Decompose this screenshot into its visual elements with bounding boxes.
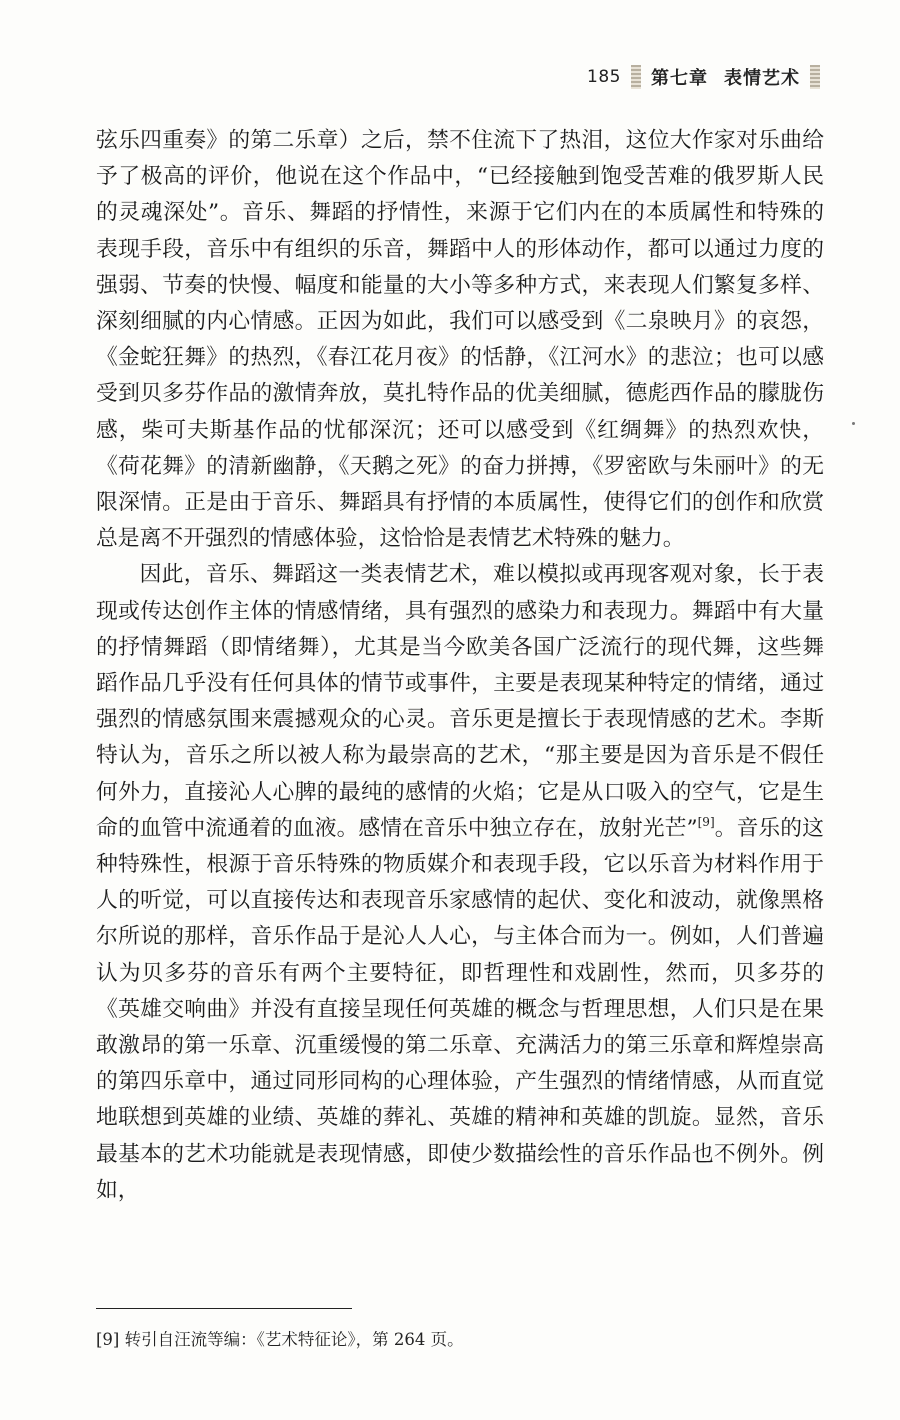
paragraph-2-part-2: 。音乐的这种特殊性，根源于音乐特殊的物质媒介和表现手段，它以乐音为材料作用于人的听觉，可以直接传达和表现音乐家感情的起伏、变化和波动，就像黑格尔所说的那样，音乐作品于是沁人人心，与主体合而为一。例如，人们普遍认为贝多芬的音乐有两个主要特征，即哲理性和戏剧性，然而，贝多芬的《英雄交响曲》并没有直接呈现任何英雄的概念与哲理思想，人们只是在果敢激昂的第一乐章、沉重缓慢的第二乐章、充满活力的第三乐章和辉煌崇高的第四乐章中，通过同形同构的心理体验，产生强烈的情绪情感，从而直觉地联想到英雄的业绩、英雄的葬礼、英雄的精神和英雄的凯旋。显然，音乐最基本的艺术功能就是表现情感，即使少数描绘性的音乐作品也不例外。例如， <box>96 815 824 1203</box>
page-number: 185 <box>587 67 621 87</box>
running-header <box>587 64 820 90</box>
footnote-reference: [9] <box>697 814 715 829</box>
header-ornament <box>631 65 641 89</box>
paragraph-2 <box>96 557 824 1209</box>
footnote: [9] 转引自汪流等编：《艺术特征论》，第 264 页。 <box>96 1330 464 1349</box>
chapter-title: 表情艺术 <box>724 68 800 89</box>
header-ornament-right <box>810 65 820 89</box>
body-text <box>96 123 824 1209</box>
chapter-label: 第七章 <box>651 68 708 89</box>
paragraph-1: 弦乐四重奏》的第二乐章）之后，禁不住流下了热泪，这位大作家对乐曲给予了极高的评价，他说在这个作品中，“已经接触到饱受苦难的俄罗斯人民的灵魂深处”。音乐、舞蹈的抒情性，来源于它们内在的本质属性和特殊的表现手段，音乐中有组织的乐音，舞蹈中人的形体动作，都可以通过力度的强弱、节奏的快慢、幅度和能量的大小等多种方式，来表现人们繁复多样、深刻细腻的内心情感。正因为如此，我们可以感受到《二泉映月》的哀怨，《金蛇狂舞》的热烈，《春江花月夜》的恬静，《江河水》的悲泣；也可以感受到贝多芬作品的激情奔放，莫扎特作品的优美细腻，德彪西作品的朦胧伤感，柴可夫斯基作品的忧郁深沉；还可以感受到《红绸舞》的热烈欢快，《荷花舞》的清新幽静，《天鹅之死》的奋力拼搏，《罗密欧与朱丽叶》的无限深情。正是由于音乐、舞蹈具有抒情的本质属性，使得它们的创作和欣赏总是离不开强烈的情感体验，这恰恰是表情艺术特殊的魅力。 <box>96 128 824 552</box>
footnote-rule <box>96 1308 352 1309</box>
paragraph-2-part-1: 因此，音乐、舞蹈这一类表情艺术，难以模拟或再现客观对象，长于表现或传达创作主体的情感情绪，具有强烈的感染力和表现力。舞蹈中有大量的抒情舞蹈（即情绪舞），尤其是当今欧美各国广泛流行的现代舞，这些舞蹈作品几乎没有任何具体的情节或事件，主要是表现某种特定的情绪，通过强烈的情感氛围来震撼观众的心灵。音乐更是擅长于表现情感的艺术。李斯特认为，音乐之所以被人称为最崇高的艺术，“那主要是因为音乐是不假任何外力，直接沁人心脾的最纯的感情的火焰；它是从口吸入的空气，它是生命的血管中流通着的血液。感情在音乐中独立存在，放射光芒” <box>96 562 824 841</box>
scan-speck <box>852 422 855 425</box>
